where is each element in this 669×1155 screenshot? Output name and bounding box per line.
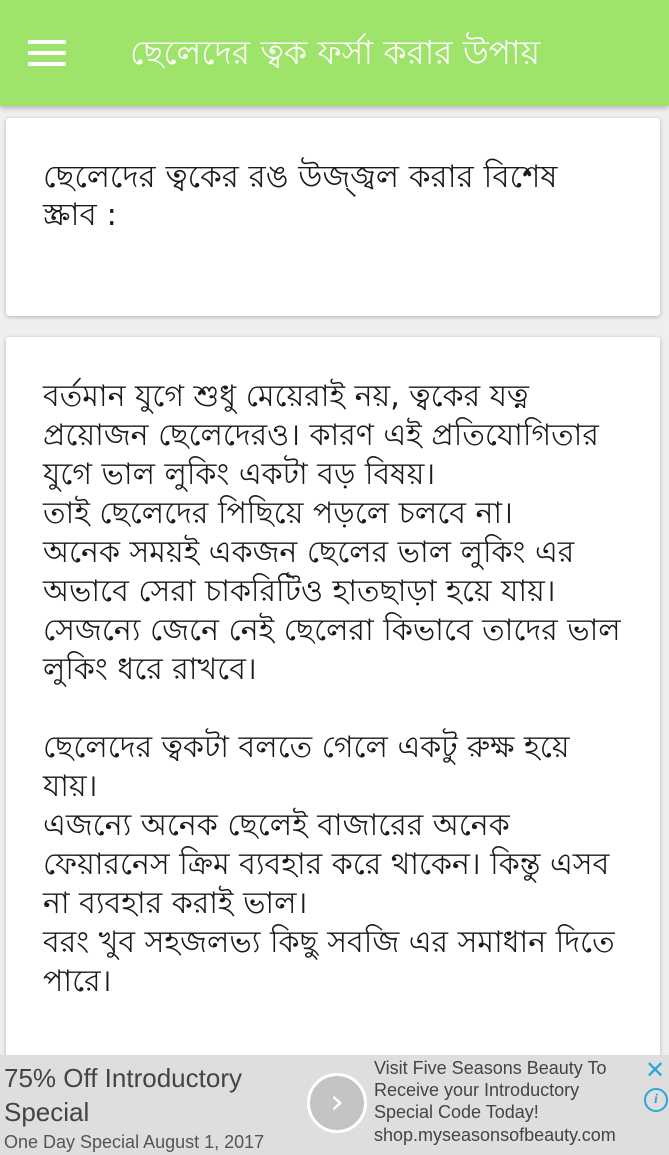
paragraph: অনেক সময়ই একজন ছেলের ভাল লুকিং এর অভাবে সেরা চাকরিটিও হাতছাড়া হয়ে যায়। [43, 535, 575, 609]
paragraph: এজন্যে অনেক ছেলেই বাজারের অনেক ফেয়ারনেস ক্রিম ব্যবহার করে থাকেন। কিন্তু এসব না ব্যবহার করাই ভাল। [43, 808, 610, 921]
ad-url[interactable]: shop.myseasonsofbeauty.com [374, 1125, 616, 1145]
paragraph: বরং খুব সহজলভ্য কিছু সবজি এর সমাধান দিতে পারে। [43, 925, 615, 999]
ad-headline[interactable]: 75% Off Introductory Special [4, 1063, 242, 1127]
ad-right-block[interactable] [374, 1057, 640, 1146]
section-heading: ছেলেদের ত্বকের রঙ উজ্জ্বল করার বিশেষ স্ক্রাব : [43, 159, 558, 233]
paragraph: ছেলেদের ত্বকটা বলতে গেলে একটু রুক্ষ হয়ে যায়। [43, 730, 570, 804]
paragraph: তাই ছেলেদের পিছিয়ে পড়লে চলবে না। [43, 496, 513, 531]
ad-banner[interactable] [0, 1055, 669, 1155]
hamburger-menu-icon[interactable] [28, 36, 66, 70]
chevron-right-icon: › [330, 1082, 344, 1122]
ad-subline: One Day Special August 1, 2017 [4, 1132, 265, 1152]
paragraph: বর্তমান যুগে শুধু মেয়েরাই নয়, ত্বকের যত্ন প্রয়োজন ছেলেদেরও। কারণ এই প্রতিযোগিতার যুগে ভাল লুকিং একটা বড় বিষয়। [43, 379, 599, 492]
ad-left-block[interactable] [4, 1061, 304, 1153]
heading-card [6, 118, 660, 316]
ad-chevron-right-button[interactable] [307, 1073, 367, 1133]
close-icon[interactable]: ✕ [644, 1056, 666, 1084]
paragraph: সেজন্যে জেনে নেই ছেলেরা কিভাবে তাদের ভাল লুকিং ধরে রাখবে। [43, 613, 621, 687]
ad-description: Visit Five Seasons Beauty To Receive your Introductory Special Code Today! [374, 1058, 607, 1122]
paragraph-spacer [43, 689, 624, 728]
info-icon[interactable]: i [644, 1088, 668, 1112]
app-bar [0, 0, 669, 106]
app-title: ছেলেদের ত্বক ফর্সা করার উপায় [130, 33, 541, 72]
content-card [6, 337, 660, 1077]
